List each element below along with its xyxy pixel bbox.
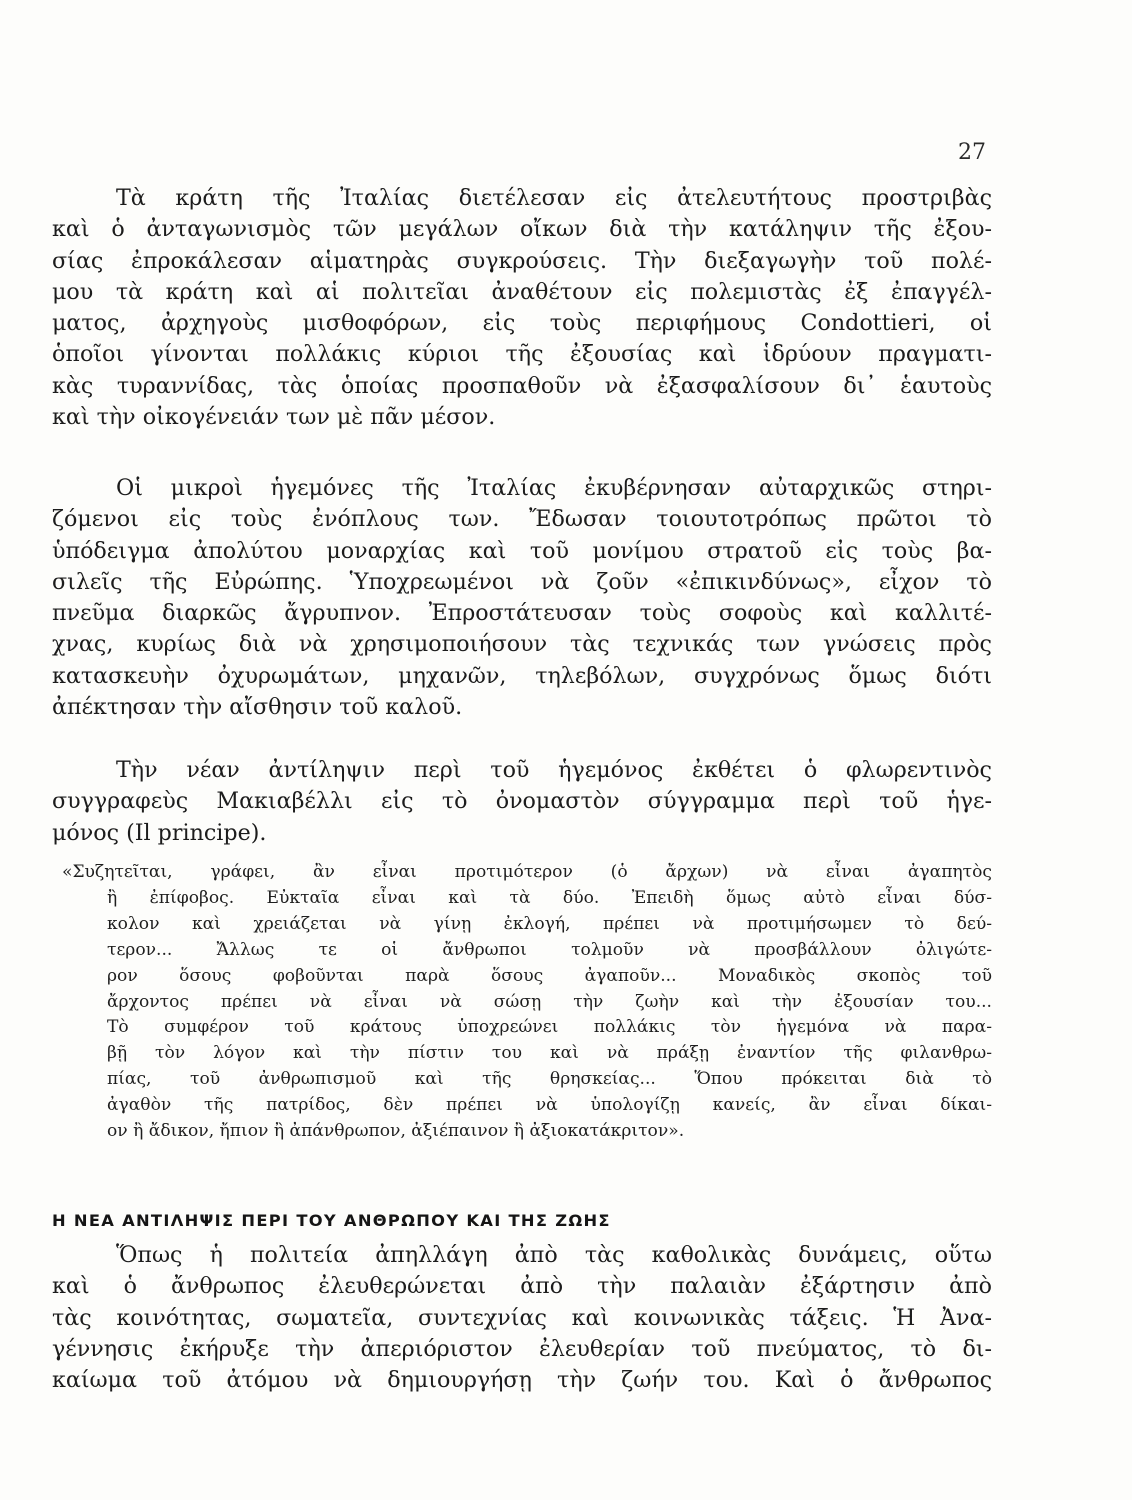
text-line: κὰς τυραννίδας, τὰς ὁποίας προσπαθοῦν νὰ ἐξασφαλίσουν δι᾿ ἑαυτοὺς — [52, 372, 992, 399]
quote-line: «Συζητεῖται, γράφει, ἂν εἶναι προτιμότερον (ὁ ἄρχων) νὰ εἶναι ἀγαπητὸς — [62, 862, 992, 882]
text-line: ματος, ἀρχηγοὺς μισθοφόρων, εἰς τοὺς περιφήμους Condottieri, οἱ — [52, 310, 992, 337]
text-line: πνεῦμα διαρκῶς ἄγρυπνον. Ἐπροστάτευσαν τοὺς σοφοὺς καὶ καλλιτέ- — [52, 600, 992, 627]
quote-line: ον ἢ ἄδικον, ἤπιον ἢ ἀπάνθρωπον, ἀξιέπαινον ἢ ἀξιοκατάκριτον». — [107, 1121, 685, 1142]
quote-line: τερον... Ἄλλως τε οἱ ἄνθρωποι τολμοῦν νὰ προσβάλλουν ὀλιγώτε- — [107, 939, 992, 960]
text-line: σιλεῖς τῆς Εὐρώπης. Ὑποχρεωμένοι νὰ ζοῦν «ἐπικινδύνως», εἶχον τὸ — [52, 568, 992, 595]
text-line: ζόμενοι εἰς τοὺς ἐνόπλους των. Ἔδωσαν τοιουτοτρόπως πρῶτοι τὸ — [52, 506, 992, 533]
quote-line: ἢ ἐπίφοβος. Εὐκταῖα εἶναι καὶ τὰ δύο. Ἐπειδὴ ὅμως αὐτὸ εἶναι δύσ- — [107, 887, 992, 908]
text-line: καὶ ὁ ἀνταγωνισμὸς τῶν μεγάλων οἴκων διὰ τὴν κατάληψιν τῆς ἐξου- — [52, 216, 992, 243]
text-line: μου τὰ κράτη καὶ αἱ πολιτεῖαι ἀναθέτουν εἰς πολεμιστὰς ἐξ ἐπαγγέλ- — [52, 278, 992, 305]
quote-line: βῇ τὸν λόγον καὶ τὴν πίστιν του καὶ νὰ πράξῃ ἐναντίον τῆς φιλανθρω- — [107, 1043, 992, 1064]
text-line: καὶ ὁ ἄνθρωπος ἐλευθερώνεται ἀπὸ τὴν παλαιὰν ἐξάρτησιν ἀπὸ — [52, 1273, 992, 1300]
text-line: συγγραφεὺς Μακιαβέλλι εἰς τὸ ὀνομαστὸν σύγγραμμα περὶ τοῦ ἡγε- — [52, 788, 992, 815]
quote-line: πίας, τοῦ ἀνθρωπισμοῦ καὶ τῆς θρησκείας... Ὅπου πρόκειται διὰ τὸ — [107, 1069, 992, 1090]
text-line: τὰς κοινότητας, σωματεῖα, συντεχνίας καὶ κοινωνικὰς τάξεις. Ἡ Ἀνα- — [52, 1304, 992, 1331]
text-line: μόνος (Il principe). — [52, 819, 267, 846]
quote-line: Τὸ συμφέρον τοῦ κράτους ὑποχρεώνει πολλάκις τὸν ἡγεμόνα νὰ παρα- — [107, 1017, 992, 1038]
machiavelli-quote — [62, 860, 992, 1145]
text-line: Οἱ μικροὶ ἡγεμόνες τῆς Ἰταλίας ἐκυβέρνησαν αὐταρχικῶς στηρι- — [116, 475, 992, 501]
text-line: καίωμα τοῦ ἀτόμου νὰ δημιουργήσῃ τὴν ζωήν του. Καὶ ὁ ἄνθρωπος — [52, 1367, 992, 1394]
paragraph-machiavelli — [52, 755, 992, 849]
page-number: 27 — [958, 140, 986, 165]
paragraph-italian-states — [52, 183, 992, 433]
paragraph-small-rulers — [52, 473, 992, 723]
text-line: Ὅπως ἡ πολιτεία ἀπηλλάγη ἀπὸ τὰς καθολικὰς δυνάμεις, οὕτω — [116, 1242, 992, 1268]
text-line: γέννησις ἐκήρυξε τὴν ἀπεριόριστον ἐλευθερίαν τοῦ πνεύματος, τὸ δι- — [52, 1335, 992, 1362]
text-line: ὑπόδειγμα ἀπολύτου μοναρχίας καὶ τοῦ μονίμου στρατοῦ εἰς τοὺς βα- — [52, 537, 992, 564]
section-heading: Η ΝΕΑ ΑΝΤΙΛΗΨΙΣ ΠΕΡΙ ΤΟΥ ΑΝΘΡΩΠΟΥ ΚΑΙ ΤΗΣ ΖΩΗΣ — [52, 1211, 611, 1230]
quote-line: κολον καὶ χρειάζεται νὰ γίνῃ ἐκλογή, πρέπει νὰ προτιμήσωμεν τὸ δεύ- — [107, 913, 992, 934]
quote-line: ἀγαθὸν τῆς πατρίδος, δὲν πρέπει νὰ ὑπολογίζῃ κανείς, ἂν εἶναι δίκαι- — [107, 1095, 992, 1116]
text-line: σίας ἐπροκάλεσαν αἱματηρὰς συγκρούσεις. Τὴν διεξαγωγὴν τοῦ πολέ- — [52, 247, 992, 274]
quote-line: ρον ὅσους φοβοῦνται παρὰ ὅσους ἀγαποῦν... Μοναδικὸς σκοπὸς τοῦ — [107, 965, 992, 986]
paragraph-new-man — [52, 1240, 992, 1396]
text-line: ὁποῖοι γίνονται πολλάκις κύριοι τῆς ἐξουσίας καὶ ἱδρύουν πραγματι- — [52, 341, 992, 368]
text-line: Τὴν νέαν ἀντίληψιν περὶ τοῦ ἡγεμόνος ἐκθέτει ὁ φλωρεντινὸς — [116, 757, 992, 783]
quote-line: ἄρχοντος πρέπει νὰ εἶναι νὰ σώσῃ τὴν ζωὴν καὶ τὴν ἐξουσίαν του... — [107, 991, 992, 1012]
text-line: χνας, κυρίως διὰ νὰ χρησιμοποιήσουν τὰς τεχνικάς των γνώσεις πρὸς — [52, 631, 992, 658]
text-line: ἀπέκτησαν τὴν αἴσθησιν τοῦ καλοῦ. — [52, 694, 463, 721]
text-line: καὶ τὴν οἰκογένειάν των μὲ πᾶν μέσον. — [52, 404, 496, 431]
text-line: Τὰ κράτη τῆς Ἰταλίας διετέλεσαν εἰς ἀτελευτήτους προστριβὰς — [116, 185, 992, 211]
text-line: κατασκευὴν ὀχυρωμάτων, μηχανῶν, τηλεβόλων, συγχρόνως ὅμως διότι — [52, 662, 992, 689]
